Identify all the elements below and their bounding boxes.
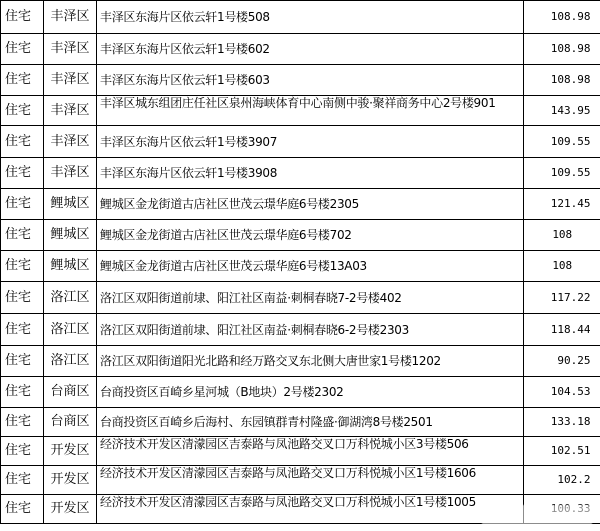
district-cell: 丰泽区 bbox=[44, 96, 97, 126]
address-cell: 丰泽区城东组团庄任社区泉州海峡体育中心南侧中骏·聚祥商务中心2号楼901 bbox=[97, 96, 524, 126]
property-type-cell: 住宅 bbox=[1, 1, 44, 34]
property-type-cell: 住宅 bbox=[1, 220, 44, 251]
district-cell: 丰泽区 bbox=[44, 158, 97, 189]
address-cell: 台商投资区百崎乡后海村、东园镇群青村隆盛·御湖湾8号楼2501 bbox=[97, 408, 524, 437]
property-type-cell: 住宅 bbox=[1, 189, 44, 220]
district-cell: 台商区 bbox=[44, 377, 97, 408]
table-row bbox=[1, 96, 600, 126]
watermark-overlay bbox=[482, 505, 592, 527]
area-cell: 143.95 bbox=[524, 96, 600, 126]
area-cell: 102.2 bbox=[524, 466, 600, 495]
area-cell: 108 bbox=[524, 251, 600, 282]
property-type-cell: 住宅 bbox=[1, 34, 44, 65]
table-row bbox=[1, 282, 600, 314]
address-cell: 经济技术开发区清濛园区吉泰路与凤池路交叉口万科悦城小区3号楼506 bbox=[97, 437, 524, 466]
address-cell: 丰泽区东海片区依云轩1号楼3907 bbox=[97, 126, 524, 158]
table-row bbox=[1, 346, 600, 377]
address-cell: 丰泽区东海片区依云轩1号楼508 bbox=[97, 1, 524, 34]
district-cell: 洛江区 bbox=[44, 314, 97, 346]
area-cell: 102.51 bbox=[524, 437, 600, 466]
address-cell: 经济技术开发区清濛园区吉泰路与凤池路交叉口万科悦城小区1号楼1606 bbox=[97, 466, 524, 495]
address-cell: 丰泽区东海片区依云轩1号楼603 bbox=[97, 65, 524, 96]
district-cell: 丰泽区 bbox=[44, 126, 97, 158]
area-cell: 108.98 bbox=[524, 1, 600, 34]
district-cell: 鲤城区 bbox=[44, 251, 97, 282]
area-cell: 109.55 bbox=[524, 158, 600, 189]
area-cell: 109.55 bbox=[524, 126, 600, 158]
property-type-cell: 住宅 bbox=[1, 377, 44, 408]
district-cell: 丰泽区 bbox=[44, 65, 97, 96]
address-cell: 鲤城区金龙街道古店社区世茂云璟华庭6号楼13A03 bbox=[97, 251, 524, 282]
table-row bbox=[1, 189, 600, 220]
district-cell: 丰泽区 bbox=[44, 34, 97, 65]
area-cell: 104.53 bbox=[524, 377, 600, 408]
property-type-cell: 住宅 bbox=[1, 126, 44, 158]
table-row bbox=[1, 251, 600, 282]
address-cell: 台商投资区百崎乡星河城（B地块）2号楼2302 bbox=[97, 377, 524, 408]
area-cell: 118.44 bbox=[524, 314, 600, 346]
district-cell: 开发区 bbox=[44, 437, 97, 466]
address-cell: 丰泽区东海片区依云轩1号楼602 bbox=[97, 34, 524, 65]
address-cell: 经济技术开发区清濛园区吉泰路与凤池路交叉口万科悦城小区1号楼1005 bbox=[97, 495, 524, 524]
property-type-cell: 住宅 bbox=[1, 251, 44, 282]
property-type-cell: 住宅 bbox=[1, 466, 44, 495]
area-cell: 108 bbox=[524, 220, 600, 251]
address-cell: 鲤城区金龙街道古店社区世茂云璟华庭6号楼2305 bbox=[97, 189, 524, 220]
property-type-cell: 住宅 bbox=[1, 408, 44, 437]
table-row bbox=[1, 377, 600, 408]
area-cell: 117.22 bbox=[524, 282, 600, 314]
property-type-cell: 住宅 bbox=[1, 346, 44, 377]
area-cell: 90.25 bbox=[524, 346, 600, 377]
property-type-cell: 住宅 bbox=[1, 158, 44, 189]
property-type-cell: 住宅 bbox=[1, 495, 44, 524]
table-row bbox=[1, 466, 600, 495]
district-cell: 台商区 bbox=[44, 408, 97, 437]
district-cell: 开发区 bbox=[44, 466, 97, 495]
property-type-cell: 住宅 bbox=[1, 65, 44, 96]
address-cell: 丰泽区东海片区依云轩1号楼3908 bbox=[97, 158, 524, 189]
district-cell: 鲤城区 bbox=[44, 220, 97, 251]
table-row bbox=[1, 65, 600, 96]
table-row bbox=[1, 314, 600, 346]
property-type-cell: 住宅 bbox=[1, 437, 44, 466]
district-cell: 鲤城区 bbox=[44, 189, 97, 220]
district-cell: 开发区 bbox=[44, 495, 97, 524]
property-type-cell: 住宅 bbox=[1, 282, 44, 314]
table-row bbox=[1, 1, 600, 34]
address-cell: 洛江区双阳街道前埭、阳江社区南益·刺桐春晓6-2号楼2303 bbox=[97, 314, 524, 346]
district-cell: 洛江区 bbox=[44, 282, 97, 314]
address-cell: 洛江区双阳街道阳光北路和经万路交叉东北侧大唐世家1号楼1202 bbox=[97, 346, 524, 377]
address-cell: 洛江区双阳街道前埭、阳江社区南益·刺桐春晓7-2号楼402 bbox=[97, 282, 524, 314]
area-cell: 108.98 bbox=[524, 34, 600, 65]
table-row bbox=[1, 408, 600, 437]
area-cell: 133.18 bbox=[524, 408, 600, 437]
property-type-cell: 住宅 bbox=[1, 314, 44, 346]
district-cell: 洛江区 bbox=[44, 346, 97, 377]
table-row bbox=[1, 126, 600, 158]
district-cell: 丰泽区 bbox=[44, 1, 97, 34]
table-row bbox=[1, 437, 600, 466]
property-type-cell: 住宅 bbox=[1, 96, 44, 126]
table-row bbox=[1, 220, 600, 251]
address-cell: 鲤城区金龙街道古店社区世茂云璟华庭6号楼702 bbox=[97, 220, 524, 251]
area-cell: 108.98 bbox=[524, 65, 600, 96]
table-row bbox=[1, 158, 600, 189]
table-row bbox=[1, 34, 600, 65]
area-cell: 121.45 bbox=[524, 189, 600, 220]
